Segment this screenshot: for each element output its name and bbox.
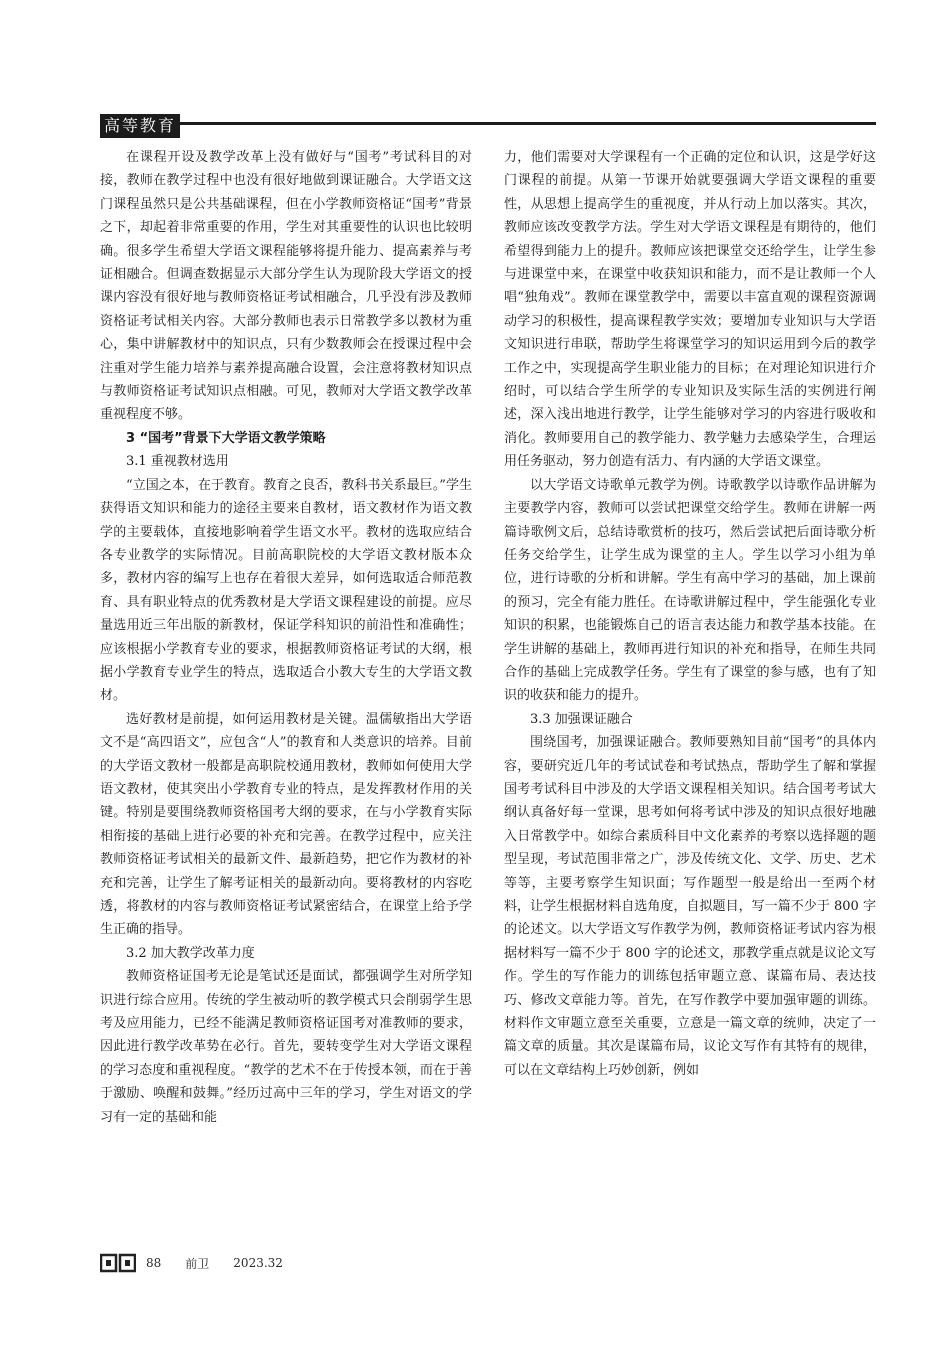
left-column	[100, 146, 472, 1129]
paragraph: 力，他们需要对大学课程有一个正确的定位和认识，这是学好这门课程的前提。从第一节课开始就要强调大学语文课程的重要性，从思想上提高学生的重视度，并从行动上加以落实。其次，教师应该改变教学方法。学生对大学语文课程是有期待的，他们希望得到能力上的提升。教师应该把课堂交还给学生，让学生参与进课堂中来，在课堂中收获知识和能力，而不是让教师一个人唱“独角戏”。教师在课堂教学中，需要以丰富直观的课程资源调动学习的积极性，提高课程教学实效；要增加专业知识与大学语文知识进行串联，帮助学生将课堂学习的知识运用到今后的教学工作之中，实现提高学生职业能力的目标；在对理论知识进行介绍时，可以结合学生所学的专业知识及实际生活的实例进行阐述，深入浅出地进行教学，让学生能够对学习的内容进行吸收和消化。教师要用自己的教学能力、教学魅力去感染学生，合理运用任务驱动，努力创造有活力、有内涵的大学语文课堂。	[504, 150, 876, 470]
subsection-heading: 3.1 重视教材选用	[126, 454, 229, 470]
page-number: 88	[146, 1256, 162, 1270]
right-column	[504, 146, 876, 1082]
paragraph: 选好教材是前提，如何运用教材是关键。温儒敏指出大学语文不是“高四语文”，应包含“人”的教育和人类意识的培养。目前的大学语文教材一般都是高职院校通用教材，教师如何使用大学语文教材，使其突出小学教育专业的特点，是发挥教材作用的关键。特别是要围绕教师资格国考大纲的要求，在与小学教育实际相衔接的基础上进行必要的补充和完善。在教学过程中，应关注教师资格证考试相关的最新文件、最新趋势，把它作为教材的补充和完善，让学生了解考证相关的最新动向。要将教材的内容吃透，将教材的内容与教师资格证考试紧密结合，在课堂上给予学生正确的指导。	[100, 711, 472, 938]
paragraph: 在课程开设及教学改革上没有做好与“国考”考试科目的对接，教师在教学过程中也没有很好地做到课证融合。大学语文这门课程虽然只是公共基础课程，但在小学教师资格证“国考”背景之下，却起着非常重要的作用，学生对其重要性的认识也比较明确。很多学生希望大学语文课程能够将提升能力、提高素养与考证相融合。但调查数据显示大部分学生认为现阶段大学语文的授课内容没有很好地与教师资格证考试相融合，几乎没有涉及教师资格证考试相关内容。大部分教师也表示日常教学多以教材为重心，集中讲解教材中的知识点，只有少数教师会在授课过程中会注重对学生能力培养与素养提高融合设置，会注意将教材知识点与教师资格证考试知识点相融。可见，教师对大学语文教学改革重视程度不够。	[100, 150, 472, 423]
section-heading: 3 “国考”背景下大学语文教学策略	[126, 430, 326, 446]
header-rule	[180, 122, 876, 125]
subsection-heading: 3.3 加强课证融合	[530, 711, 633, 727]
section-tag: 高等教育	[100, 114, 180, 138]
paragraph: “立国之本，在于教育。教育之良否，教科书关系最巨。”学生获得语文知识和能力的途径主要来自教材，语文教材作为语文教学的主要载体，直接地影响着学生语文水平。教材的选取应结合各专业教学的实际情况。目前高职院校的大学语文教材版本众多，教材内容的编写上也存在着很大差异，如何选取适合师范教育、具有职业特点的优秀教材是大学语文课程建设的前提。应尽量选用近三年出版的新教材，保证学科知识的前沿性和准确性；应该根据小学教育专业的要求，根据教师资格证考试的大纲，根据小学教育专业学生的特点，选取适合小教大专生的大学语文教材。	[100, 477, 472, 704]
journal-name: 前卫	[185, 1256, 210, 1271]
paragraph: 教师资格证国考无论是笔试还是面试，都强调学生对所学知识进行综合应用。传统的学生被动听的教学模式只会削弱学生思考及应用能力，已经不能满足教师资格证国考对准教师的要求，因此进行教学改革势在必行。首先，要转变学生对大学语文课程的学习态度和重视程度。“教学的艺术不在于传授本领，而在于善于激励、唤醒和鼓舞。”经历过高中三年的学习，学生对语文的学习有一定的基础和能	[100, 969, 472, 1125]
paragraph: 围绕国考，加强课证融合。教师要熟知目前“国考”的具体内容，要研究近几年的考试试卷和考试热点，帮助学生了解和掌握国考考试科目中涉及的大学语文课程相关知识。结合国考考试大纲认真备好每一堂课，思考如何将考试中涉及的知识点很好地融入日常教学中。如综合素质科目中文化素养的考察以选择题的题型呈现，考试范围非常之广，涉及传统文化、文学、历史、艺术等等，主要考察学生知识面；写作题型一般是给出一至两个材料，让学生根据材料自选角度，自拟题目，写一篇不少于 800 字的论述文。以大学语文写作教学为例，教师资格证考试内容为根据材料写一篇不少于 800 字的论述文，那教学重点就是议论文写作。学生的写作能力的训练包括审题立意、谋篇布局、表达技巧、修改文章能力等。首先，在写作教学中要加强审题的训练。材料作文审题立意至关重要，立意是一篇文章的统帅，决定了一篇文章的质量。其次是谋篇布局，议论文写作有其特有的规律，可以在文章结构上巧妙创新，例如	[504, 735, 876, 1078]
journal-logo-icon	[100, 1253, 136, 1273]
subsection-heading: 3.2 加大教学改革力度	[126, 945, 255, 961]
paragraph: 以大学语文诗歌单元教学为例。诗歌教学以诗歌作品讲解为主要教学内容，教师可以尝试把课堂交给学生。教师在讲解一两篇诗歌例文后，总结诗歌赏析的技巧，然后尝试把后面诗歌分析任务交给学生，让学生成为课堂的主人。学生以学习小组为单位，进行诗歌的分析和讲解。学生有高中学习的基础，加上课前的预习，完全有能力胜任。在诗歌讲解过程中，学生能强化专业知识的积累，也能锻炼自己的语言表达能力和教学基本技能。在学生讲解的基础上，教师再进行知识的补充和指导，在师生共同合作的基础上完成教学任务。学生有了课堂的参与感，也有了知识的收获和能力的提升。	[504, 477, 876, 704]
page-footer	[100, 1252, 307, 1274]
issue-number: 2023.32	[233, 1256, 283, 1270]
